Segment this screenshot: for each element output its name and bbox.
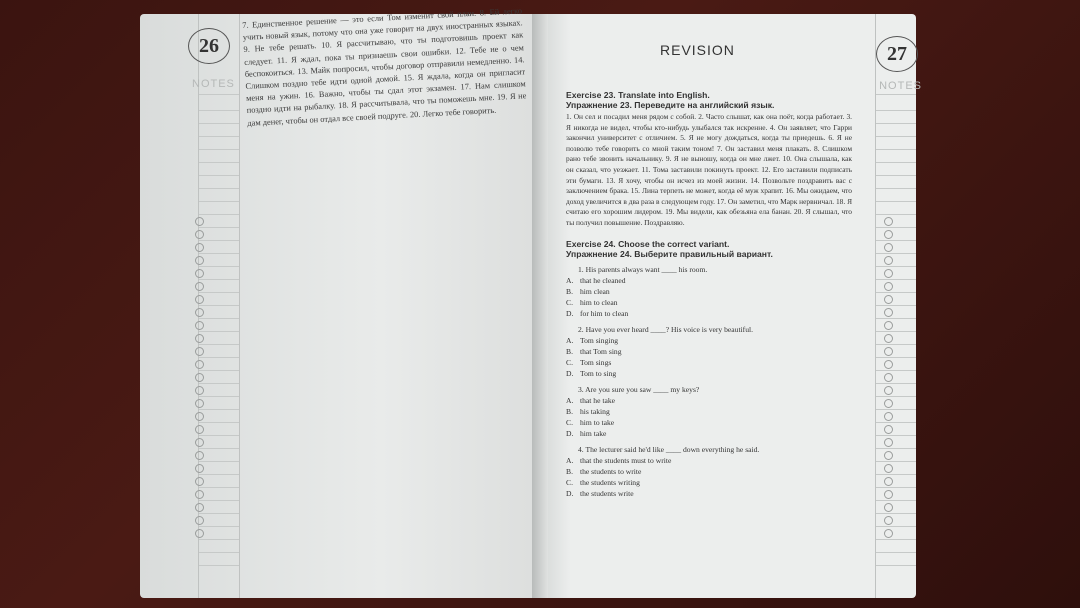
spiral-ring-icon <box>884 308 893 317</box>
option-letter: C. <box>566 417 573 427</box>
margin-rule <box>199 240 239 241</box>
margin-rule <box>876 305 916 306</box>
margin-rule <box>199 253 239 254</box>
question-list <box>566 265 852 499</box>
answer-option <box>566 406 852 417</box>
notes-label-right: NOTES <box>879 80 922 92</box>
spiral-ring-icon <box>195 399 204 408</box>
margin-rule <box>876 94 916 95</box>
spiral-ring-icon <box>195 217 204 226</box>
margin-rule <box>876 539 916 540</box>
spiral-ring-icon <box>884 295 893 304</box>
margin-rule <box>876 383 916 384</box>
answer-option <box>566 297 852 308</box>
spiral-ring-icon <box>195 503 204 512</box>
margin-rule <box>876 526 916 527</box>
margin-rule <box>199 422 239 423</box>
option-text: him take <box>580 428 607 438</box>
margin-rule <box>199 487 239 488</box>
option-letter: A. <box>566 455 574 465</box>
left-page-text: 7. Единственное решение — это если Том изменит свой план. 8. Ей легко учить новый язык, потому что она уже говорит на двух иностранных языках. 9. Не тебе решать. 10. Я рассчитываю, что ты подготовишь проект как следует. 11. Я ждал, пока ты признаешь свои ошибки. 12. Тебе не о чем беспокоиться. 13. Майк попросил, чтобы договор отправили немедленно. 14. Слишком поздно тебе идти одной домой. 15. Я ждала, когда он пригласит меня на ужин. 16. Важно, чтобы ты сдал этот экзамен. 17. Нам слишком поздно идти на рыбалку. 18. Я рассчитывала, что ты поможешь мне. 19. Я не дам денег, чтобы он отдал все своей подруге. 20. Легко тебе говорить. <box>242 6 527 128</box>
margin-rule <box>876 318 916 319</box>
spiral-ring-icon <box>195 386 204 395</box>
spiral-ring-icon <box>195 438 204 447</box>
option-letter: B. <box>566 346 573 356</box>
option-text: Tom sings <box>580 357 612 367</box>
left-page <box>140 6 542 598</box>
margin-rule <box>876 188 916 189</box>
option-text: the students to write <box>580 466 642 476</box>
answer-option <box>566 368 852 379</box>
spiral-ring-icon <box>884 360 893 369</box>
option-text: the students writing <box>580 477 640 487</box>
option-letter: C. <box>566 357 573 367</box>
spiral-ring-icon <box>884 386 893 395</box>
option-text: him to take <box>580 417 615 427</box>
margin-rule <box>876 370 916 371</box>
question-stem: 4. The lecturer said he'd like ____ down everything he said. <box>578 444 760 454</box>
margin-rule <box>876 214 916 215</box>
spiral-ring-icon <box>884 347 893 356</box>
spiral-ring-icon <box>195 360 204 369</box>
page-heading: REVISION <box>660 42 735 58</box>
exercise23-title-ru: Упражнение 23. Переведите на английский язык. <box>566 100 775 110</box>
spiral-ring-icon <box>884 412 893 421</box>
margin-rule <box>199 500 239 501</box>
margin-rule <box>876 175 916 176</box>
spiral-ring-icon <box>884 334 893 343</box>
notes-margin-left <box>198 14 240 598</box>
spiral-ring-icon <box>884 490 893 499</box>
option-text: that Tom sing <box>580 346 622 356</box>
option-letter: D. <box>566 488 574 498</box>
option-text: that he cleaned <box>580 275 626 285</box>
margin-rule <box>199 227 239 228</box>
spiral-ring-icon <box>884 373 893 382</box>
margin-rule <box>199 201 239 202</box>
spiral-ring-icon <box>195 308 204 317</box>
margin-rule <box>876 123 916 124</box>
exercise24-title-en: Exercise 24. Choose the correct variant. <box>566 238 730 249</box>
answer-option <box>566 335 852 346</box>
spiral-ring-icon <box>884 529 893 538</box>
exercises <box>566 90 852 499</box>
margin-rule <box>199 123 239 124</box>
question-stem: 1. His parents always want ____ his room. <box>578 264 708 274</box>
answer-option <box>566 286 852 297</box>
question-stem: 3. Are you sure you saw ____ my keys? <box>578 384 700 394</box>
margin-rule <box>876 331 916 332</box>
margin-rule <box>876 487 916 488</box>
spiral-ring-icon <box>195 282 204 291</box>
margin-rule <box>199 513 239 514</box>
spiral-ring-icon <box>884 399 893 408</box>
option-text: the students write <box>580 488 634 498</box>
margin-rule <box>876 396 916 397</box>
option-letter: C. <box>566 297 573 307</box>
margin-rule <box>876 162 916 163</box>
option-letter: A. <box>566 395 574 405</box>
margin-rule <box>876 409 916 410</box>
book-gutter <box>532 14 548 598</box>
margin-rule <box>199 292 239 293</box>
option-letter: D. <box>566 368 574 378</box>
margin-rule <box>876 435 916 436</box>
answer-option <box>566 346 852 357</box>
option-letter: B. <box>566 286 573 296</box>
margin-rule <box>876 344 916 345</box>
spiral-ring-icon <box>195 321 204 330</box>
spiral-ring-icon <box>884 477 893 486</box>
spiral-ring-icon <box>195 295 204 304</box>
spiral-ring-icon <box>195 425 204 434</box>
option-letter: A. <box>566 335 574 345</box>
margin-rule <box>199 110 239 111</box>
spiral-ring-icon <box>884 464 893 473</box>
margin-rule <box>199 474 239 475</box>
margin-rule <box>199 214 239 215</box>
notes-label-left: NOTES <box>192 78 235 90</box>
margin-rule <box>876 513 916 514</box>
exercise24-title-ru: Упражнение 24. Выберите правильный вариант. <box>566 248 773 259</box>
margin-rule <box>876 292 916 293</box>
answer-option <box>566 357 852 368</box>
option-letter: D. <box>566 428 574 438</box>
answer-option <box>566 395 852 406</box>
margin-rule <box>199 94 239 95</box>
margin-rule <box>876 136 916 137</box>
margin-rule <box>876 422 916 423</box>
answer-option <box>566 455 852 466</box>
margin-rule <box>876 240 916 241</box>
option-letter: D. <box>566 308 574 318</box>
spiral-ring-icon <box>195 529 204 538</box>
margin-rule <box>876 357 916 358</box>
spiral-ring-icon <box>884 230 893 239</box>
margin-rule <box>199 526 239 527</box>
spiral-ring-icon <box>884 256 893 265</box>
spiral-ring-icon <box>195 464 204 473</box>
option-text: that the students must to write <box>580 455 672 465</box>
margin-rule <box>876 552 916 553</box>
margin-rule <box>876 227 916 228</box>
margin-rule <box>199 318 239 319</box>
margin-rule <box>876 500 916 501</box>
margin-rule <box>199 188 239 189</box>
option-text: for him to clean <box>580 308 629 318</box>
option-letter: B. <box>566 406 573 416</box>
option-text: his taking <box>580 406 610 416</box>
answer-option <box>566 417 852 428</box>
option-letter: B. <box>566 466 573 476</box>
question-stem: 2. Have you ever heard ____? His voice is very beautiful. <box>578 324 754 334</box>
margin-rule <box>199 370 239 371</box>
margin-rule <box>199 448 239 449</box>
margin-rule <box>876 253 916 254</box>
option-text: that he take <box>580 395 615 405</box>
spiral-ring-icon <box>884 269 893 278</box>
margin-rule <box>876 279 916 280</box>
spiral-ring-icon <box>195 269 204 278</box>
spiral-ring-icon <box>195 243 204 252</box>
margin-rule <box>199 266 239 267</box>
page-number-left: 26 <box>188 28 230 64</box>
margin-rule <box>876 110 916 111</box>
spiral-ring-icon <box>195 412 204 421</box>
option-text: Tom singing <box>580 335 619 345</box>
margin-rule <box>199 331 239 332</box>
option-text: him to clean <box>580 297 618 307</box>
margin-rule <box>199 396 239 397</box>
exercise24 <box>566 239 852 499</box>
margin-rule <box>199 175 239 176</box>
margin-rule <box>876 565 916 566</box>
margin-rule <box>876 474 916 475</box>
margin-rule <box>199 409 239 410</box>
margin-rule <box>876 149 916 150</box>
margin-rule <box>199 162 239 163</box>
margin-rule <box>199 344 239 345</box>
margin-rule <box>876 461 916 462</box>
margin-rule <box>199 383 239 384</box>
spiral-ring-icon <box>195 230 204 239</box>
open-workbook <box>140 6 922 598</box>
spiral-ring-icon <box>195 334 204 343</box>
option-text: Tom to sing <box>580 368 617 378</box>
option-letter: C. <box>566 477 573 487</box>
exercise23-title-en: Exercise 23. Translate into English. <box>566 90 710 100</box>
spiral-ring-icon <box>884 438 893 447</box>
answer-option <box>566 488 852 499</box>
spiral-ring-icon <box>195 477 204 486</box>
spiral-ring-icon <box>195 451 204 460</box>
margin-rule <box>876 266 916 267</box>
margin-rule <box>199 565 239 566</box>
margin-rule <box>199 435 239 436</box>
margin-rule <box>876 448 916 449</box>
option-letter: A. <box>566 275 574 285</box>
margin-rule <box>199 149 239 150</box>
page-number-right: 27 <box>876 36 918 72</box>
spiral-ring-icon <box>884 451 893 460</box>
answer-option <box>566 308 852 319</box>
margin-rule <box>199 552 239 553</box>
answer-option <box>566 428 852 439</box>
spiral-ring-icon <box>195 516 204 525</box>
spiral-ring-icon <box>884 243 893 252</box>
spiral-ring-icon <box>884 516 893 525</box>
margin-rule <box>199 539 239 540</box>
margin-rule <box>199 305 239 306</box>
margin-rule <box>199 357 239 358</box>
margin-rule <box>876 201 916 202</box>
margin-rule <box>199 461 239 462</box>
spiral-ring-icon <box>884 503 893 512</box>
spiral-ring-icon <box>195 490 204 499</box>
answer-option <box>566 477 852 488</box>
margin-rule <box>199 136 239 137</box>
spiral-ring-icon <box>884 321 893 330</box>
answer-option <box>566 466 852 477</box>
answer-option <box>566 275 852 286</box>
spiral-ring-icon <box>195 256 204 265</box>
spiral-ring-icon <box>195 347 204 356</box>
spiral-ring-icon <box>884 282 893 291</box>
right-page <box>532 14 922 598</box>
spiral-ring-icon <box>195 373 204 382</box>
spiral-ring-icon <box>884 217 893 226</box>
option-text: him clean <box>580 286 610 296</box>
margin-rule <box>199 279 239 280</box>
spiral-ring-icon <box>884 425 893 434</box>
notes-margin-right <box>875 14 916 598</box>
exercise23-text: 1. Он сел и посадил меня рядом с собой. 2. Часто слышат, как она поёт, когда работает. 3. Я никогда не видел, чтобы кто-нибудь улыбался так искренне. 4. Он заявляет, что Гарри закончил университет с отличием. 5. Я не могу дождаться, когда ты приедешь. 6. Я не позволю тебе говорить со мной таким тоном! 7. Он заставил меня плакать. 8. Слишком рано тебе звонить начальнику. 9. Я не выношу, когда он мне лжет. 10. Она слышала, как он сказал, что уезжает. 11. Тома заставили покинуть проект. 12. Его заставили подписать эти бумаги. 13. Я хочу, чтобы он исчез из моей жизни. 14. Позвольте поздравить вас с заключением брака. 15. Лина терпеть не может, когда её муж храпит. 16. Мы ожидаем, что доход увеличится в два раза в следующем году. 17. Он заметил, что Марк нервничал. 18. Я считаю его хорошим лидером. 19. Мы видели, как обезьяна ела банан. 20. Я слышал, что ты получил повышение. Поздравляю. <box>566 112 852 227</box>
